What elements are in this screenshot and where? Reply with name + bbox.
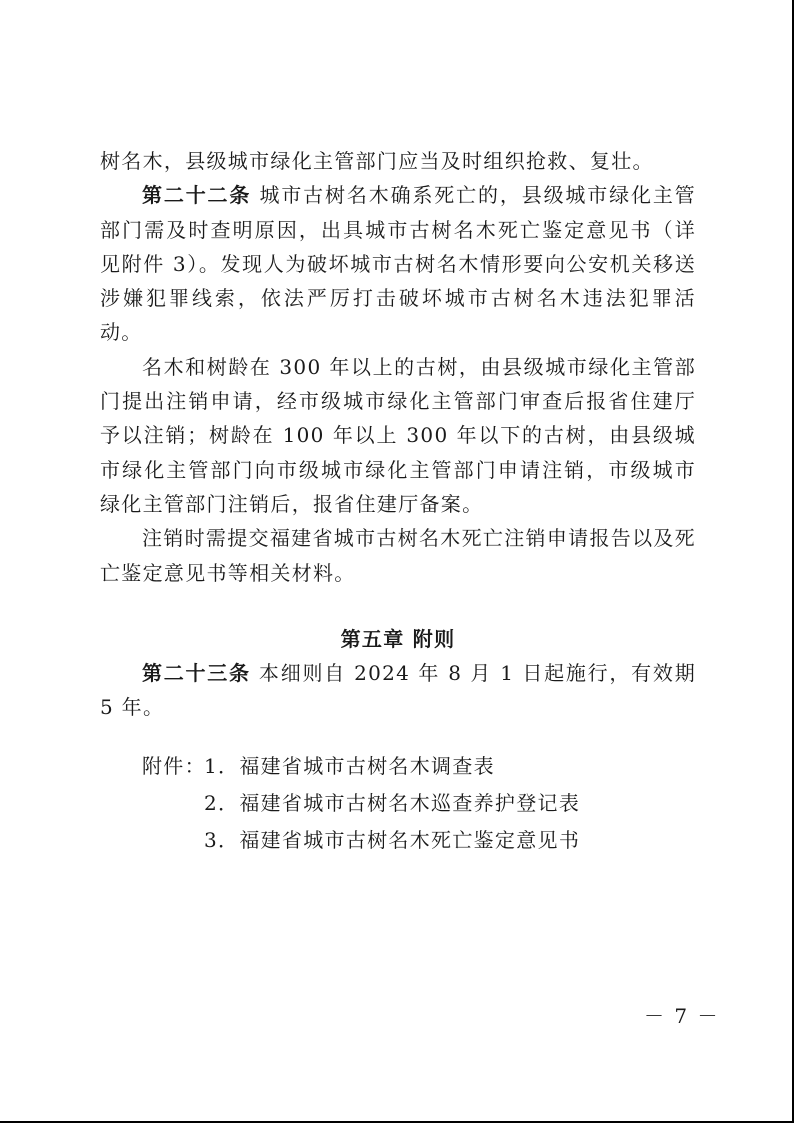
attachment-item: 1．福建省城市古树名木调查表 [204,754,495,779]
attachment-row [100,822,696,859]
article-22-paragraph [100,178,696,349]
page-number: － 7 － [644,1004,720,1028]
attachment-item: 3．福建省城市古树名木死亡鉴定意见书 [204,828,581,853]
attachments-list [100,748,696,859]
attachment-row [100,785,696,822]
attachments-label: 附件： [142,754,206,779]
article-23-label: 第二十三条 [142,660,251,685]
attachment-item: 2．福建省城市古树名木巡查养护登记表 [204,791,581,816]
chapter-title: 第五章 附则 [340,626,456,651]
article-23-text: 本细则自 2024 年 8 月 1 日起施行，有效期 5 年。 [100,660,696,720]
attachment-row [100,748,696,785]
cancellation-paragraph: 名木和树龄在 300 年以上的古树，由县级城市绿化主管部门提出注销申请，经市级城市绿化主管部门审查后报省住建厅予以注销；树龄在 100 年以上 300 年以下的古树，由县级城市绿化主管部门向市级城市绿化主管部门申请注销，市级城市绿化主管部门注销后，报省住建厅备案。 [100,354,696,516]
article-23-paragraph [100,656,696,725]
materials-paragraph: 注销时需提交福建省城市古树名木死亡注销申请报告以及死亡鉴定意见书等相关材料。 [100,526,696,585]
article-22-text: 城市古树名木确系死亡的，县级城市绿化主管部门需及时查明原因，出具城市古树名木死亡鉴定意见书（详见附件 3）。发现人为破坏城市古树名木情形要向公安机关移送涉嫌犯罪线索，依法严厉打击破坏城市古树名木违法犯罪活动。 [100,183,696,345]
document-body [100,144,696,859]
paragraph-continuation: 树名木，县级城市绿化主管部门应当及时组织抢救、复壮。 [100,149,654,173]
article-22-label: 第二十二条 [142,183,252,208]
